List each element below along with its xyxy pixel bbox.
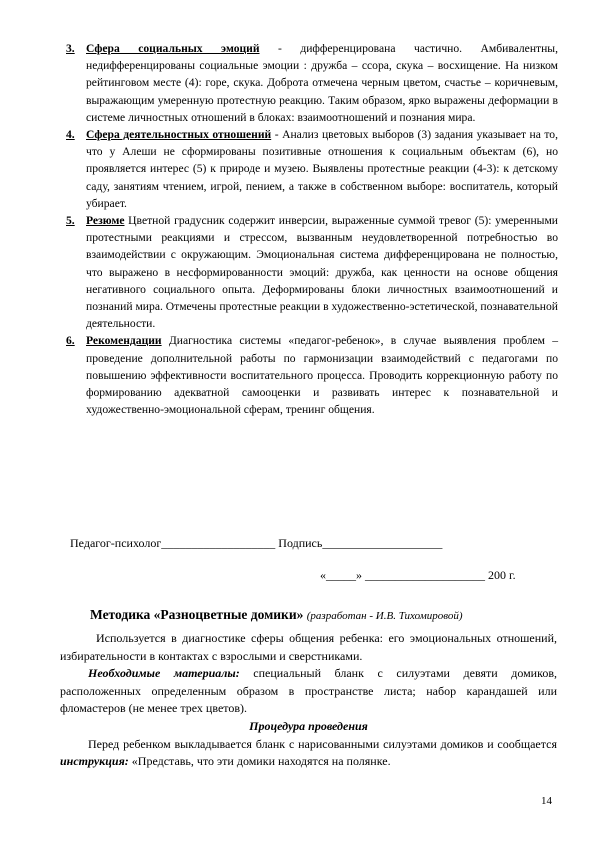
item-text: - дифференцирована частично. Амбивалентны, недифференцированы социальные эмоции : дружба – ссора, скука – восхищение. На низком рейтинговом месте (4): горе, скука. Доброта отмечена черным цветом, счастье – коричневым, выражающим умеренную протестную реакцию. Таким образом, ярко выражены деформации в системе личностных отношений в блоках: взаимоотношений и познания мира.: [86, 42, 558, 124]
list-item-activity-relations: [66, 126, 558, 212]
procedure-text-end: «Представь, что эти домики находятся на полянке.: [128, 754, 391, 769]
item-number: 3.: [66, 42, 75, 55]
method-author: (разработан - И.В. Тихомировой): [306, 610, 463, 622]
item-number: 6.: [66, 334, 75, 348]
procedure-text-start: Перед ребенком выкладывается бланк с нарисованными силуэтами домиков и сообщается: [88, 736, 557, 751]
list-item-recommendations: [66, 332, 558, 418]
method-heading: [90, 607, 463, 623]
signature-line: Педагог-психолог___________________ Подпись____________________: [70, 536, 443, 550]
method-body: [60, 630, 557, 771]
item-number: 5.: [66, 214, 75, 228]
list-item-summary: [66, 212, 558, 332]
procedure-heading: Процедура проведения: [249, 718, 368, 733]
item-text: - Анализ цветовых выборов (3) задания указывает на то, что у Алеши не сформированы позитивные отношения к социальным объектам (6), но проявляется интерес (5) к природе и музею. Выявлены протестные реакции (4-3): к детскому саду, занятиям чтением, игрой, пением, а также в собственном выборе: воспитатель, который убирает.: [86, 128, 558, 210]
usage-paragraph: Используется в диагностике сферы общения ребенка: его эмоциональных отношений, избирательности в контактах с взрослыми и сверстниками.: [60, 631, 557, 663]
item-text: Цветной градусник содержит инверсии, выраженные суммой тревог (5): умеренными протестными реакциями и стрессом, вызванным неудовлетворенной потребностью во взаимодействии с окружающим. Эмоциональная система дифференцирована не полностью, что выражено в несформированности эмоций: дружба, как ценности на основе общения негативного социального опыта. Деформированы блоки личностных взаимоотношений и познаний мира. Отмечены протестные реакции в художественно-эстетической, познавательной деятельности.: [86, 214, 558, 331]
date-line: «_____» ____________________ 200 г.: [320, 568, 516, 582]
item-text: Диагностика системы «педагог-ребенок», в случае выявления проблем – проведение дополнительной работы по гармонизации взаимодействий с педагогами по повышению эффективности воспитательного процесса. Проводить коррекционную работу по формированию адекватной самооценки и развивать интерес к познавательной и художественно-эмоциональной сферам, тренинг общения.: [86, 334, 558, 417]
materials-label: Необходимые материалы:: [88, 666, 240, 681]
list-item-social-emotions: [66, 40, 558, 126]
instruction-label: инструкция:: [60, 754, 129, 769]
method-title: Методика «Разноцветные домики»: [90, 607, 304, 622]
materials-text: специальный бланк с силуэтами девяти домиков, расположенных определенным образом в пространстве листа; набор карандашей или фломастеров (не менее трех цветов).: [60, 666, 557, 716]
conclusions-list: [66, 40, 558, 418]
item-number: 4.: [66, 128, 75, 142]
materials-paragraph: [60, 665, 557, 718]
page-number: 14: [541, 795, 552, 807]
item-term: Сфера деятельностных отношений: [86, 128, 272, 142]
item-term: Рекомендации: [86, 334, 162, 348]
item-term: Сфера социальных эмоций: [86, 42, 260, 55]
procedure-paragraph: [60, 736, 557, 771]
item-term: Резюме: [86, 214, 125, 228]
